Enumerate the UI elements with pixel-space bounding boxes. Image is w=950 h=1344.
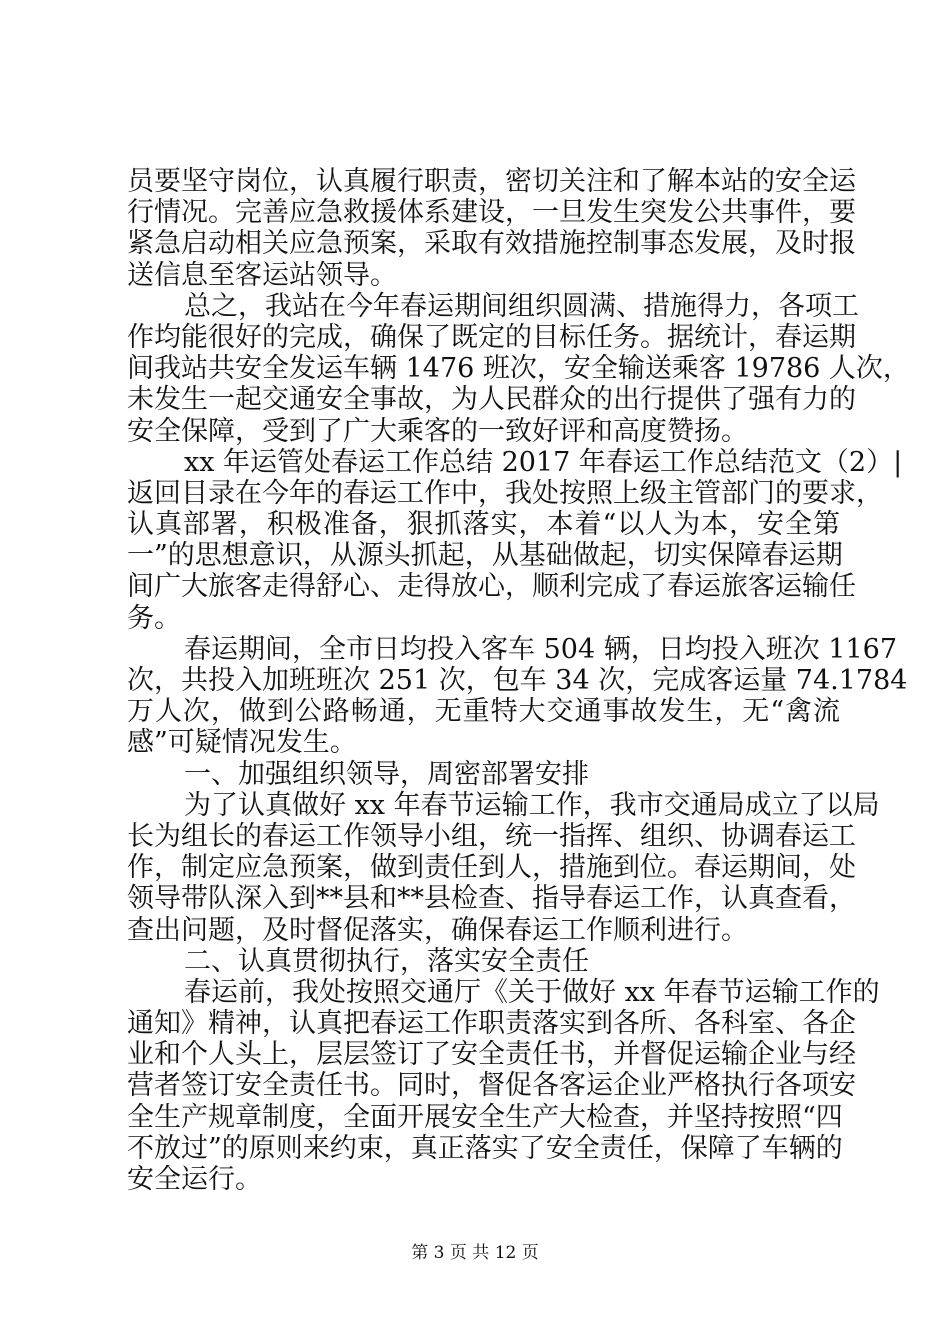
text-line: 认真部署，积极准备，狠抓落实，本着“以人为本，安全第 — [127, 509, 840, 541]
text-line: 万人次，做到公路畅通，无重特大交通事故发生，无“禽流 — [127, 696, 840, 728]
text-line: 感”可疑情况发生。 — [127, 727, 357, 759]
text-line: 总之，我站在今年春运期间组织圆满、措施得力，各项工 — [184, 290, 859, 322]
text-line: 间我站共安全发运车辆 1476 班次，安全输送乘客 19786 人次， — [127, 353, 910, 385]
text-line: 一、加强组织领导，周密部署安排 — [184, 758, 589, 790]
text-line: 营者签订安全责任书。同时，督促各客运企业严格执行各项安 — [127, 1070, 856, 1102]
text-line: 不放过”的原则来约束，真正落实了安全责任，保障了车辆的 — [127, 1132, 843, 1164]
text-line: 行情况。完善应急救援体系建设，一旦发生突发公共事件，要 — [127, 197, 856, 229]
text-line: 长为组长的春运工作领导小组，统一指挥、组织、协调春运工 — [127, 820, 856, 852]
page-footer: 第 3 页 共 12 页 — [411, 1243, 539, 1263]
paragraph — [127, 166, 856, 291]
text-line: 员要坚守岗位，认真履行职责，密切关注和了解本站的安全运 — [127, 166, 856, 197]
text-line: 领导带队深入到**县和**县检查、指导春运工作，认真查看， — [127, 883, 856, 915]
text-line: 间广大旅客走得舒心、走得放心，顺利完成了春运旅客运输任 — [127, 571, 856, 603]
text-line: 为了认真做好 xx 年春节运输工作，我市交通局成立了以局 — [184, 789, 880, 821]
text-line: 通知》精神，认真把春运工作职责落实到各所、各科室、各企 — [127, 1008, 856, 1040]
text-line: 春运期间，全市日均投入客车 504 辆，日均投入班次 1167 — [184, 633, 897, 665]
text-line: 安全运行。 — [127, 1164, 262, 1195]
paragraph — [127, 633, 908, 759]
text-line: 作，制定应急预案，做到责任到人，措施到位。春运期间，处 — [127, 852, 856, 884]
paragraph — [127, 789, 880, 946]
text-line: 一”的思想意识，从源头抓起，从基础做起，切实保障春运期 — [127, 540, 843, 572]
paragraph — [127, 446, 903, 634]
text-line: 作均能很好的完成，确保了既定的目标任务。据统计，春运期 — [127, 321, 856, 353]
text-line: 返回目录在今年的春运工作中，我处按照上级主管部门的要求， — [127, 477, 883, 509]
paragraph — [127, 759, 840, 790]
text-line: 业和个人头上，层层签订了安全责任书，并督促运输企业与经 — [127, 1039, 856, 1071]
text-line: xx 年运管处春运工作总结 2017 年春运工作总结范文（2）| — [184, 446, 903, 478]
text-line: 紧急启动相关应急预案，采取有效措施控制事态发展，及时报 — [127, 228, 856, 260]
text-line: 次，共投入加班班次 251 次，包车 34 次，完成客运量 74.1784 — [127, 665, 908, 696]
text-line: 春运前，我处按照交通厅《关于做好 xx 年春节运输工作的 — [184, 976, 880, 1008]
text-line: 查出问题，及时督促落实，确保春运工作顺利进行。 — [127, 914, 748, 946]
text-line: 未发生一起交通安全事故，为人民群众的出行提供了强有力的 — [127, 384, 856, 416]
paragraph — [127, 976, 880, 1195]
text-line: 安全保障，受到了广大乘客的一致好评和高度赞扬。 — [127, 415, 748, 447]
document-body — [127, 166, 910, 1195]
paragraph — [127, 290, 910, 447]
text-line: 务。 — [127, 602, 181, 634]
text-line: 送信息至客运站领导。 — [127, 259, 397, 291]
paragraph — [127, 946, 840, 977]
text-line: 全生产规章制度，全面开展安全生产大检查，并坚持按照“四 — [127, 1101, 843, 1133]
text-line: 二、认真贯彻执行，落实安全责任 — [184, 945, 589, 977]
